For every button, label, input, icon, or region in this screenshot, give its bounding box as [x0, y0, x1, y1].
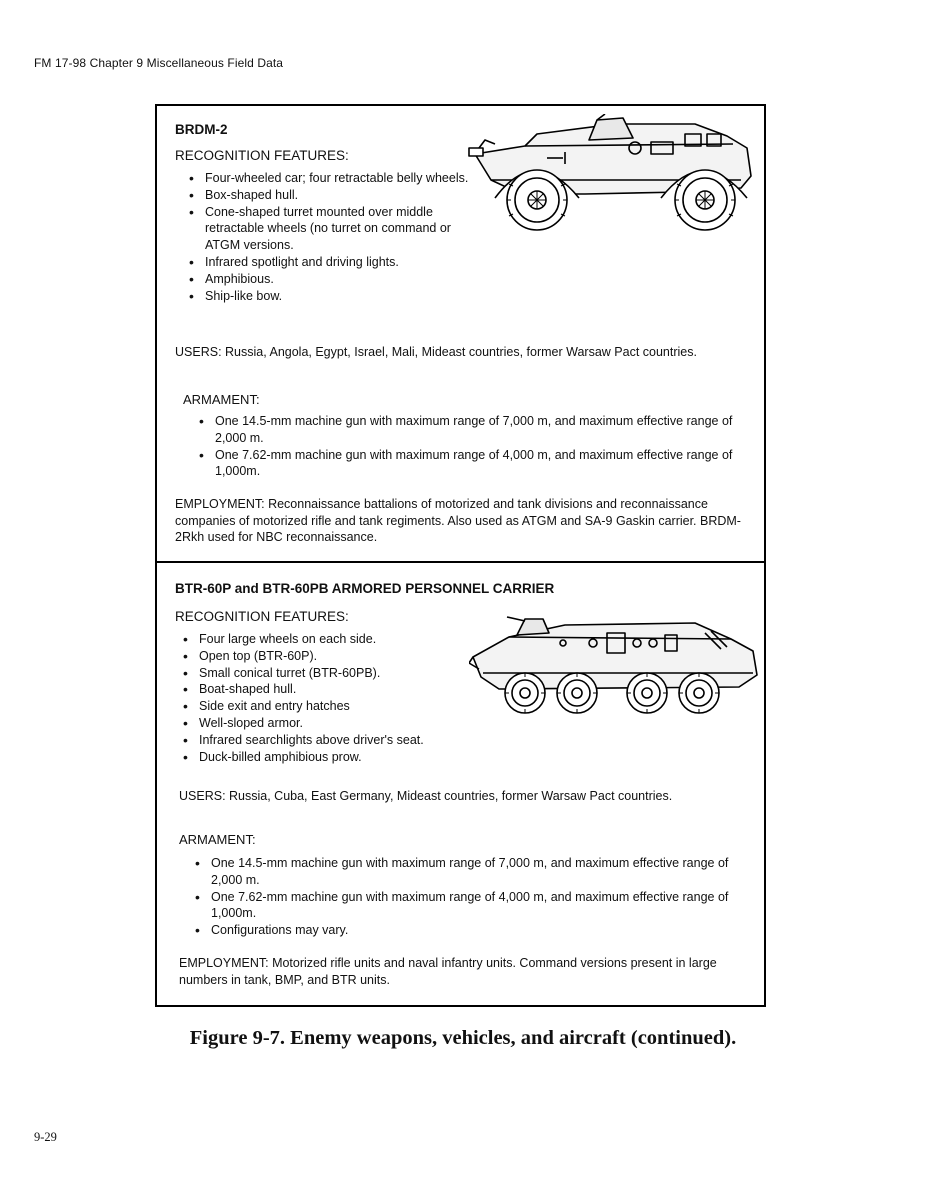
feature-item: • Amphibious.: [185, 271, 475, 288]
figure-box: [155, 104, 766, 1007]
feature-item: • Small conical turret (BTR-60PB).: [179, 665, 519, 682]
recognition-label: RECOGNITION FEATURES:: [175, 609, 349, 624]
feature-item: • Side exit and entry hatches: [179, 698, 519, 715]
armament-list: [191, 855, 751, 939]
btr-60-panel: [157, 563, 764, 1005]
feature-item: • Boat-shaped hull.: [179, 681, 519, 698]
brdm-2-panel: [157, 106, 764, 561]
btr-60-vehicle-icon: [469, 613, 761, 721]
armament-list: [195, 413, 755, 480]
armament-label: ARMAMENT:: [179, 832, 256, 847]
recognition-label: RECOGNITION FEATURES:: [175, 148, 349, 163]
feature-item: • Box-shaped hull.: [185, 187, 475, 204]
employment-text: EMPLOYMENT: Reconnaissance battalions of motorized and tank divisions and reconnaissance companies of motorized rifle and tank regiments. Also used as ATGM and SA-9 Gaskin carrier. BRDM-2Rkh used for NBC reconnaissance.: [175, 497, 741, 544]
feature-item: • Four large wheels on each side.: [179, 631, 519, 648]
figure-caption: Figure 9-7. Enemy weapons, vehicles, and aircraft (continued).: [189, 1027, 737, 1049]
running-header: FM 17-98 Chapter 9 Miscellaneous Field Data: [34, 56, 284, 70]
feature-item: • Infrared searchlights above driver's seat.: [179, 732, 519, 749]
recognition-feature-list: [179, 631, 519, 765]
feature-item: • Duck-billed amphibious prow.: [179, 749, 519, 766]
recognition-feature-list: [185, 170, 475, 304]
armament-item: • One 7.62-mm machine gun with maximum range of 4,000 m, and maximum effective range of 1,000m.: [195, 447, 755, 481]
brdm-2-vehicle-icon: [465, 114, 757, 234]
section-title: BTR-60P and BTR-60PB ARMORED PERSONNEL CARRIER: [175, 581, 555, 596]
feature-item: • Cone-shaped turret mounted over middle retractable wheels (no turret on command or ATGM versions.: [185, 204, 475, 254]
section-title: BRDM-2: [175, 122, 228, 137]
armament-item: • One 7.62-mm machine gun with maximum range of 4,000 m, and maximum effective range of 1,000m.: [191, 889, 751, 923]
page-number: 9-29: [34, 1130, 57, 1144]
users-text: USERS: Russia, Cuba, East Germany, Mideast countries, former Warsaw Pact countries.: [179, 789, 673, 803]
feature-item: • Four-wheeled car; four retractable belly wheels.: [185, 170, 475, 187]
feature-item: • Ship-like bow.: [185, 288, 475, 305]
armament-item: • One 14.5-mm machine gun with maximum range of 7,000 m, and maximum effective range of 2,000 m.: [195, 413, 755, 447]
feature-item: • Infrared spotlight and driving lights.: [185, 254, 475, 271]
feature-item: • Well-sloped armor.: [179, 715, 519, 732]
armament-label: ARMAMENT:: [183, 392, 260, 407]
users-text: USERS: Russia, Angola, Egypt, Israel, Mali, Mideast countries, former Warsaw Pact countries.: [175, 345, 697, 359]
feature-item: • Open top (BTR-60P).: [179, 648, 519, 665]
employment-text: EMPLOYMENT: Motorized rifle units and naval infantry units. Command versions present in large numbers in tank, BMP, and BTR units.: [179, 956, 717, 987]
armament-item: • One 14.5-mm machine gun with maximum range of 7,000 m, and maximum effective range of 2,000 m.: [191, 855, 751, 889]
armament-item: • Configurations may vary.: [191, 922, 751, 939]
